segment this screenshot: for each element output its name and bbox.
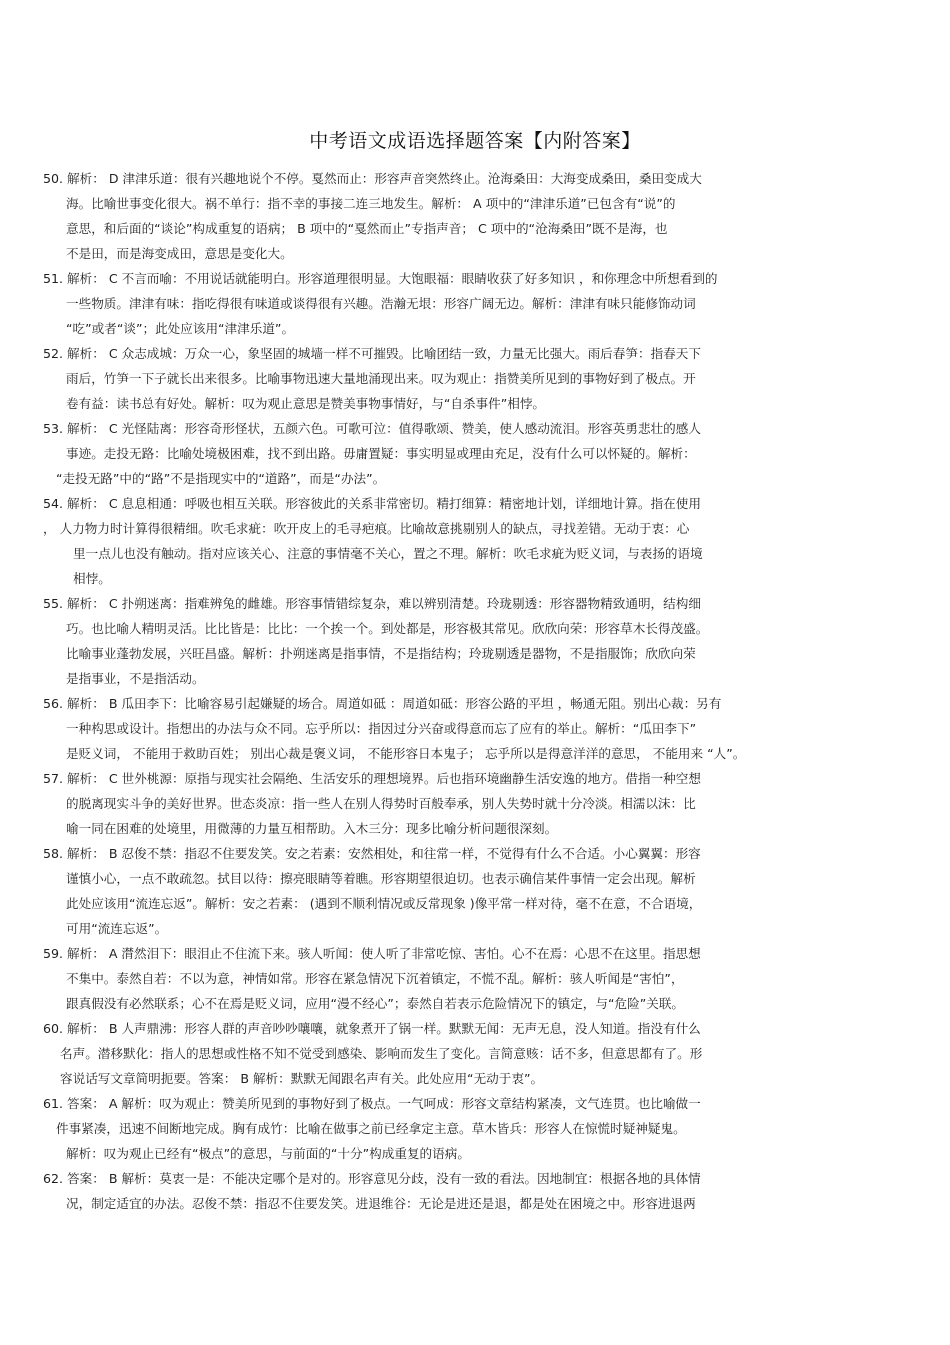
text-line: 56. 解析： B 瓜田李下：比喻容易引起嫌疑的场合。周道如砥 ：周道如砥：形容公路的平坦 ，畅通无阻。别出心裁：另有	[43, 696, 722, 711]
text-line: 是指事业，不是指活动。	[66, 671, 205, 686]
text-line: “走投无路”中的“路”不是指现实中的“道路”，而是“办法”。	[56, 471, 386, 486]
text-line: 55. 解析： C 扑朔迷离：指难辨兔的雌雄。形容事情错综复杂，难以辨别清楚。玲珑剔透：形容器物精致通明，结构细	[43, 596, 701, 611]
text-line: 相悖。	[73, 571, 111, 586]
text-line: 57. 解析： C 世外桃源：原指与现实社会隔绝、生活安乐的理想境界。后也指环境幽静生活安逸的地方。借指一种空想	[43, 771, 701, 786]
text-line: 卷有益：读书总有好处。解析：叹为观止意思是赞美事物事情好，与“自杀事件”相悖。	[66, 396, 546, 411]
text-line: 58. 解析： B 忍俊不禁：指忍不住要发笑。安之若素：安然相处，和往常一样，不觉得有什么不合适。小心翼翼：形容	[43, 846, 701, 861]
text-line: 件事紧凑，迅速不间断地完成。胸有成竹：比喻在做事之前已经拿定主意。草木皆兵：形容人在惊慌时疑神疑鬼。	[56, 1121, 686, 1136]
text-line: 意思，和后面的“谈论”构成重复的语病； B 项中的“戛然而止”专指声音； C 项中的“沧海桑田”既不是海，也	[66, 221, 668, 236]
text-line: 51. 解析： C 不言而喻：不用说话就能明白。形容道理很明显。大饱眼福：眼睛收获了好多知识 ，和你理念中所想看到的	[43, 271, 718, 286]
text-line: 事迹。走投无路：比喻处境极困难，找不到出路。毋庸置疑：事实明显或理由充足，没有什么可以怀疑的。解析：	[66, 446, 696, 461]
text-line: 此处应该用“流连忘返”。解析：安之若素： (遇到不顺利情况或反常现象 )像平常一样对待，毫不在意，不合语境，	[66, 896, 702, 911]
text-line: 名声。潜移默化：指人的思想或性格不知不觉受到感染、影响而发生了变化。言简意赅：话不多，但意思都有了。形	[60, 1046, 703, 1061]
text-line: 一种构思或设计。指想出的办法与众不同。忘乎所以：指因过分兴奋或得意而忘了应有的举止。解析：“瓜田李下”	[66, 721, 697, 736]
text-line: 54. 解析： C 息息相通：呼吸也相互关联。形容彼此的关系非常密切。精打细算：精密地计划，详细地计算。指在使用	[43, 496, 701, 511]
text-line: 一些物质。津津有味：指吃得很有味道或谈得很有兴趣。浩瀚无垠：形容广阔无边。解析：津津有味只能修饰动词	[66, 296, 696, 311]
text-line: 可用“流连忘返”。	[66, 921, 168, 936]
text-line: 62. 答案： B 解析：莫衷一是：不能决定哪个是对的。形容意见分歧，没有一致的看法。因地制宜：根据各地的具体情	[43, 1171, 701, 1186]
text-line: 不集中。泰然自若：不以为意，神情如常。形容在紧急情况下沉着镇定，不慌不乱。解析：骇人听闻是“害怕”，	[66, 971, 684, 986]
text-line: 59. 解析： A 潸然泪下：眼泪止不住流下来。骇人听闻：使人听了非常吃惊、害怕。心不在焉：心思不在这里。指思想	[43, 946, 701, 961]
text-line: 的脱离现实斗争的美好世界。世态炎凉：指一些人在别人得势时百般奉承，别人失势时就十分冷淡。相濡以沫：比	[66, 796, 696, 811]
text-line: 喻一同在困难的处境里，用微薄的力量互相帮助。入木三分：现多比喻分析问题很深刻。	[66, 821, 558, 836]
text-line: 52. 解析： C 众志成城：万众一心，象坚固的城墙一样不可摧毁。比喻团结一致，力量无比强大。雨后春笋：指春天下	[43, 346, 701, 361]
page-title: 中考语文成语选择题答案【内附答案】	[309, 130, 641, 152]
text-line: ， 人力物力时计算得很精细。吹毛求疵：吹开皮上的毛寻疤痕。比喻故意挑剔别人的缺点，寻找差错。无动于衷：心	[43, 521, 690, 536]
text-line: 53. 解析： C 光怪陆离：形容奇形怪状，五颜六色。可歌可泣：值得歌颂、赞美，使人感动流泪。形容英勇悲壮的感人	[43, 421, 701, 436]
text-line: 是贬义词， 不能用于救助百姓； 别出心裁是褒义词， 不能形容日本鬼子； 忘乎所以是得意洋洋的意思， 不能用来 “人”。	[66, 746, 746, 761]
text-line: 谨慎小心，一点不敢疏忽。拭目以待：擦亮眼睛等着瞧。形容期望很迫切。也表示确信某件事情一定会出现。解析	[66, 871, 696, 886]
text-line: 里一点儿也没有触动。指对应该关心、注意的事情毫不关心，置之不理。解析：吹毛求疵为贬义词，与表扬的语境	[73, 546, 703, 561]
text-line: 不是田，而是海变成田，意思是变化大。	[66, 246, 293, 261]
text-line: 况，制定适宜的办法。忍俊不禁：指忍不住要发笑。进退维谷：无论是进还是退，都是处在困境之中。形容进退两	[66, 1196, 696, 1211]
text-line: “吃”或者“谈”；此处应该用“津津乐道”。	[66, 321, 295, 336]
text-line: 61. 答案： A 解析：叹为观止：赞美所见到的事物好到了极点。一气呵成：形容文章结构紧凑，文气连贯。也比喻做一	[43, 1096, 701, 1111]
text-line: 50. 解析： D 津津乐道：很有兴趣地说个不停。戛然而止：形容声音突然终止。沧海桑田：大海变成桑田，桑田变成大	[43, 171, 702, 186]
text-line: 60. 解析： B 人声鼎沸：形容人群的声音吵吵嚷嚷，就象煮开了锅一样。默默无闻：无声无息，没人知道。指没有什么	[43, 1021, 701, 1036]
text-line: 比喻事业蓬勃发展，兴旺昌盛。解析：扑朔迷离是指事情，不是指结构；玲珑剔透是器物，不是指服饰；欣欣向荣	[66, 646, 696, 661]
text-line: 跟真假没有必然联系；心不在焉是贬义词，应用“漫不经心”；泰然自若表示危险情况下的镇定，与“危险”关联。	[66, 996, 685, 1011]
text-line: 容说话写文章简明扼要。答案： B 解析：默默无闻跟名声有关。此处应用“无动于衷”。	[60, 1071, 544, 1086]
text-line: 巧。也比喻人精明灵活。比比皆是：比比：一个挨一个。到处都是，形容极其常见。欣欣向荣：形容草木长得茂盛。	[66, 621, 709, 636]
text-line: 雨后，竹笋一下子就长出来很多。比喻事物迅速大量地涌现出来。叹为观止：指赞美所见到的事物好到了极点。开	[66, 371, 696, 386]
text-line: 海。比喻世事变化很大。祸不单行：指不幸的事接二连三地发生。解析： A 项中的“津津乐道”已包含有“说”的	[66, 196, 676, 211]
text-line: 解析：叹为观止已经有“极点”的意思，与前面的“十分”构成重复的语病。	[66, 1146, 470, 1161]
